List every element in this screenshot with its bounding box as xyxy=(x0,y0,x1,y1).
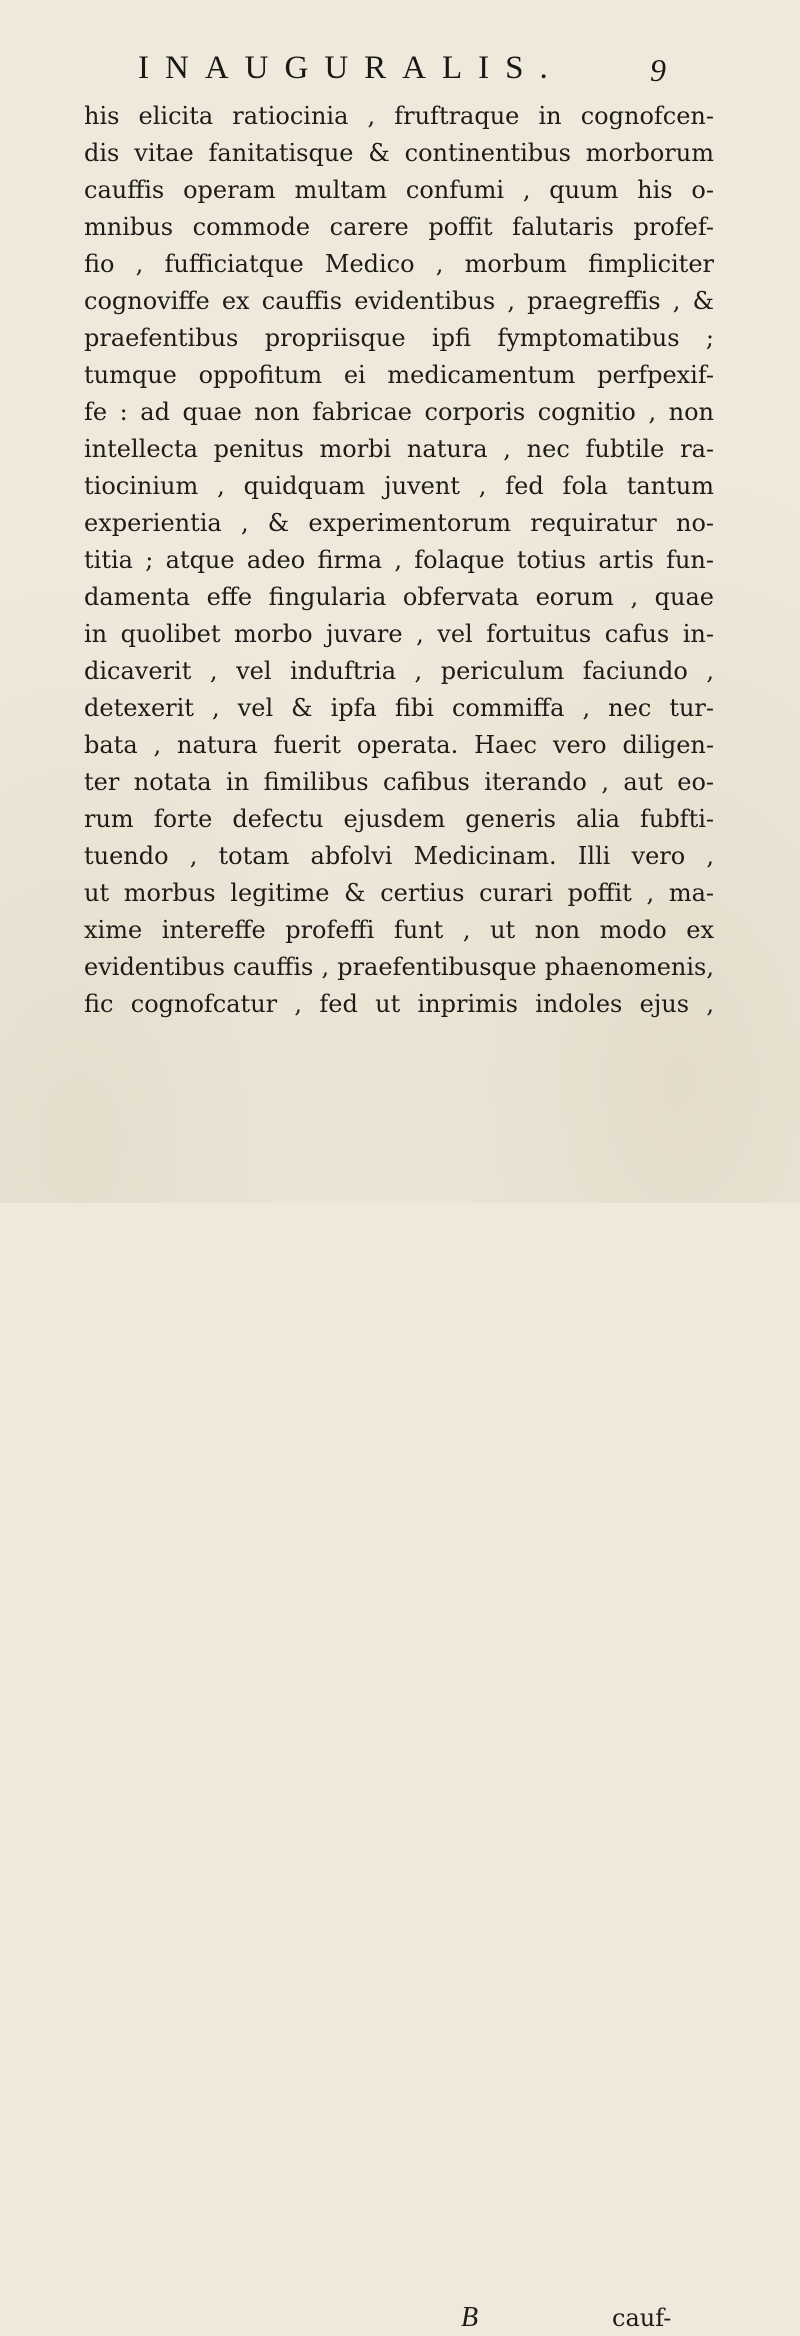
text-line: intellecta penitus morbi natura , nec fubtile ra- xyxy=(84,435,714,463)
text-line: in quolibet morbo juvare , vel fortuitus cafus in- xyxy=(84,620,714,648)
text-line: damenta effe fingularia obfervata eorum , quae xyxy=(84,583,714,611)
signature-mark: B xyxy=(461,2302,479,2333)
text-line: bata , natura fuerit operata. Haec vero diligen- xyxy=(84,731,714,759)
text-line: fe : ad quae non fabricae corporis cognitio , non xyxy=(84,398,714,426)
text-line: cauffis operam multam confumi , quum his o- xyxy=(84,176,714,204)
page-number: 9 xyxy=(650,52,666,88)
text-line: fio , fufficiatque Medico , morbum fimpliciter xyxy=(84,250,714,278)
text-line: detexerit , vel & ipfa fibi commiffa , nec tur- xyxy=(84,694,714,722)
text-line: ut morbus legitime & certius curari poffit , ma- xyxy=(84,879,714,907)
text-line: titia ; atque adeo firma , folaque totius artis fun- xyxy=(84,546,714,574)
catchword: cauf- xyxy=(612,2304,672,2332)
text-line: ter notata in fimilibus cafibus iterando , aut eo- xyxy=(84,768,714,796)
text-line: experientia , & experimentorum requiratur no- xyxy=(84,509,714,537)
page-header xyxy=(0,0,800,90)
text-line: dicaverit , vel induftria , periculum faciundo , xyxy=(84,657,714,685)
text-line: tuendo , totam abfolvi Medicinam. Illi vero , xyxy=(84,842,714,870)
text-line: dis vitae fanitatisque & continentibus morborum xyxy=(84,139,714,167)
text-line: evidentibus cauffis , praefentibusque phaenomenis, xyxy=(84,953,714,981)
page-footer xyxy=(0,1150,800,2333)
text-line: fic cognofcatur , fed ut inprimis indoles ejus , xyxy=(84,990,714,1018)
running-head: INAUGURALIS. xyxy=(138,50,564,86)
body-text xyxy=(84,98,714,1023)
text-line: tiocinium , quidquam juvent , fed fola tantum xyxy=(84,472,714,500)
text-line: cognoviffe ex cauffis evidentibus , praegreffis , & xyxy=(84,287,714,315)
text-line: tumque oppofitum ei medicamentum perfpexif- xyxy=(84,361,714,389)
text-line: praefentibus propriisque ipfi fymptomatibus ; xyxy=(84,324,714,352)
text-line: his elicita ratiocinia , fruftraque in cognofcen- xyxy=(84,102,714,130)
text-line: rum forte defectu ejusdem generis alia fubfti- xyxy=(84,805,714,833)
text-line: mnibus commode carere poffit falutaris profef- xyxy=(84,213,714,241)
text-line: xime intereffe profeffi funt , ut non modo ex xyxy=(84,916,714,944)
